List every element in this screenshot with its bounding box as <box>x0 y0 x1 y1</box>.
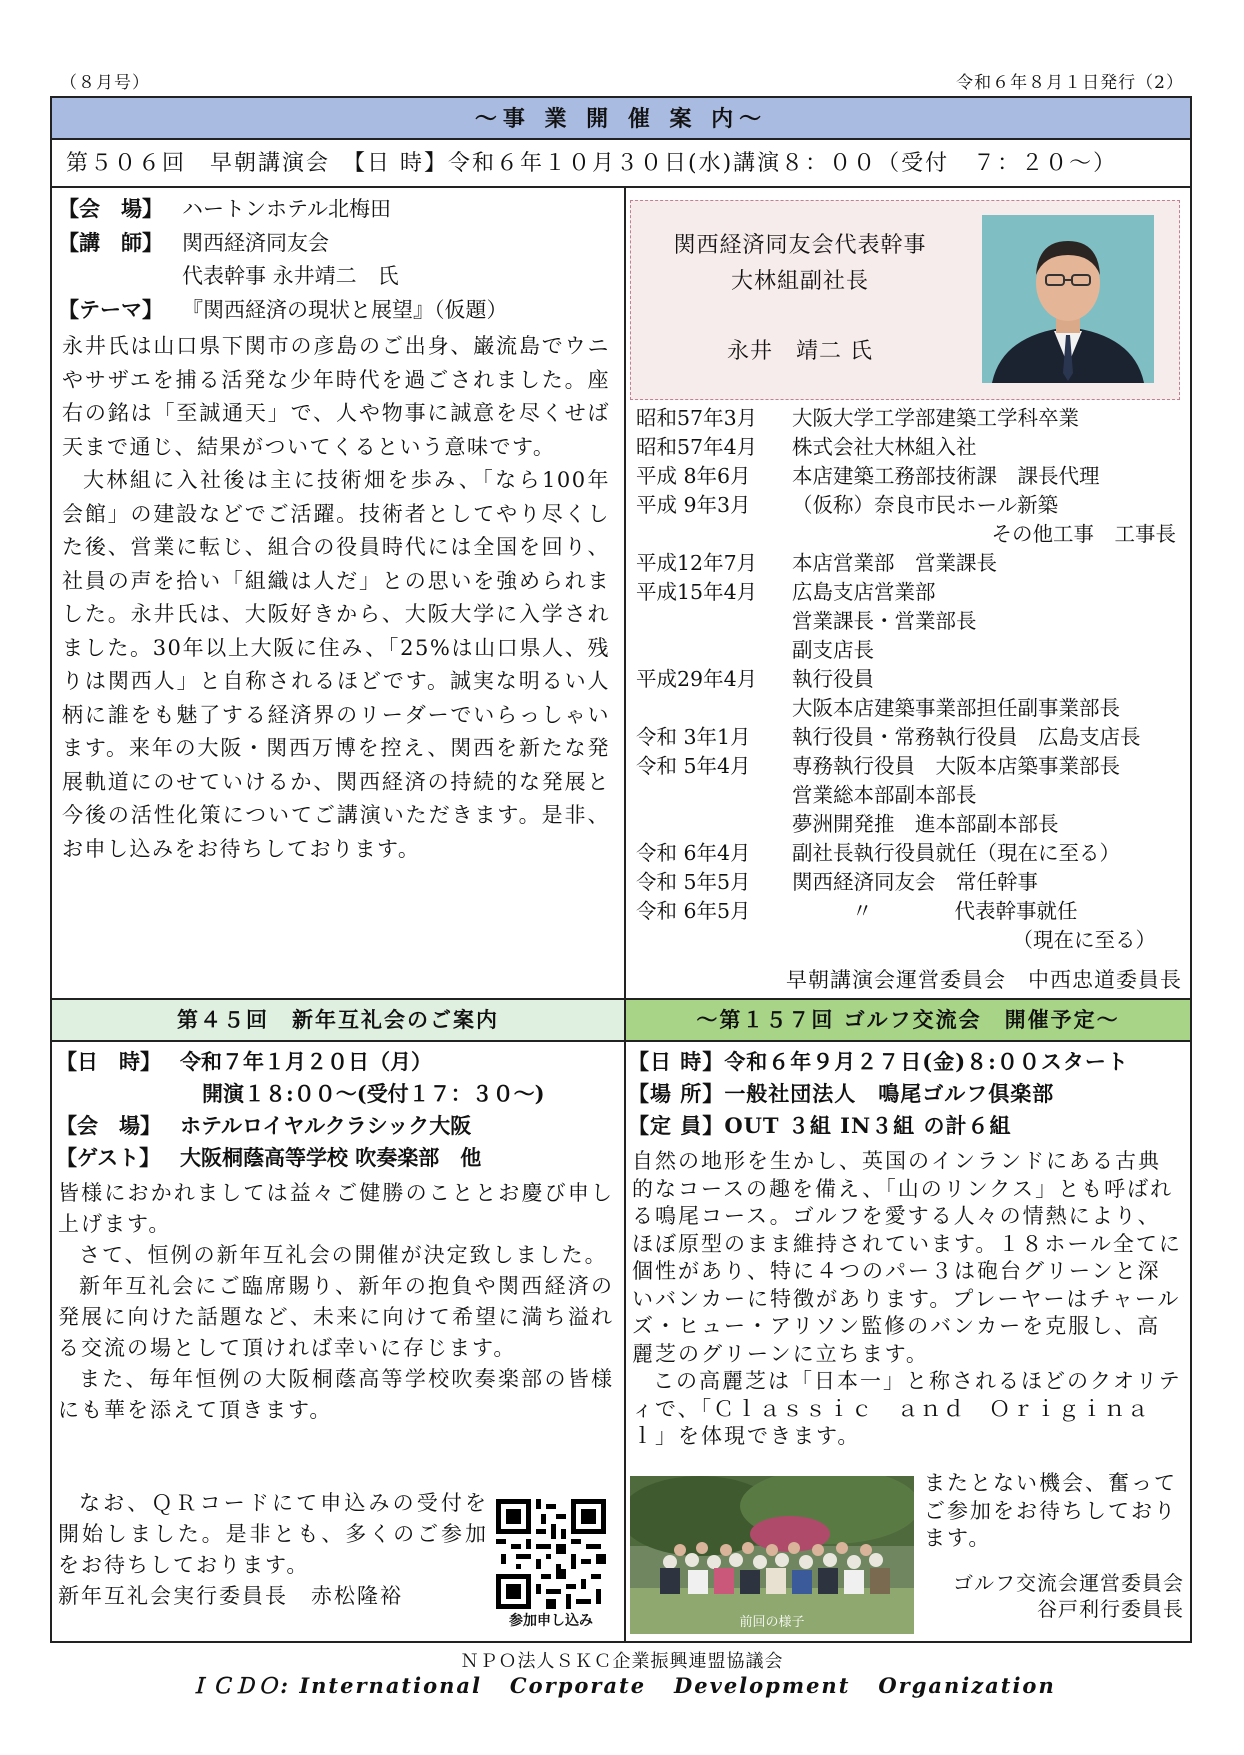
lecture-paragraph: 大林組に入社後は主に技術畑を歩み、「なら100年会館」の建設などでご活躍。技術者としてやり尽くした後、営業に転じ、組合の役員時代には全国を回り、社員の声を拾い「組織は人だ」との思いを強められました。永井氏は、大阪好きから、大阪大学に入学されました。30年以上大阪に住み、「25%は山口県人、残りは関西人」と自称されるほどです。誠実な明るい人柄に誰をも魅了する経済界のリーダーでいらっしゃいます。来年の大阪・関西万博を控え、関西を新たな発展軌道にのせていけるか、関西経済の持続的な発展と今後の活性化策についてご講演いただきます。是非、お申し込みをお待ちしております。 <box>62 468 610 861</box>
ny-venue: ホテルロイヤルクラシック大阪 <box>180 1113 472 1138</box>
career-row: 平成 9年3月 （仮称）奈良市民ホール新築 <box>636 493 1059 517</box>
career-row: その他工事 工事長 <box>991 522 1176 546</box>
career-row: 営業課長・営業部長 <box>792 609 977 633</box>
career-row: 営業総本部副本部長 <box>792 783 977 807</box>
speaker-org: 関西経済同友会 <box>182 231 329 255</box>
lecture-info <box>58 192 618 327</box>
career-row: 平成12年7月 本店営業部 営業課長 <box>636 551 997 575</box>
golf-paragraph: 自然の地形を生かし、英国のインランドにある古典的なコースの趣を備え、「山のリンクス」とも呼ばれる鳴尾コース。ゴルフを愛する人々の情熱により、ほぼ原型のまま維持されています。１８ホール全てに個性があり、特に４つのパー３は砲台グリーンと深いバンカーに特徴があります。プレーヤーはチャールズ・ヒュー・アリソン監修のバンカーを克服し、高麗芝のグリーンに立ちます。 <box>632 1149 1182 1366</box>
newyear-title: 第４５回 新年互礼会のご案内 <box>52 1000 624 1040</box>
speaker-portrait <box>982 215 1154 383</box>
footer-icdo: ＩＣＤＯ: International Corporate Development Organization <box>188 1673 1056 1698</box>
ny-signature: 新年互礼会実行委員長 赤松隆裕 <box>58 1584 403 1608</box>
career-row: 平成15年4月 広島支店営業部 <box>636 580 936 604</box>
golf-date-label: 【日 時】 <box>628 1049 725 1074</box>
section-divider-2 <box>52 1040 1190 1042</box>
career-row: 昭和57年4月 株式会社大林組入社 <box>636 435 977 459</box>
career-list <box>636 404 1176 955</box>
golf-signature <box>924 1570 1184 1622</box>
section-title: ～事 業 開 催 案 内～ <box>52 98 1190 140</box>
lecture-paragraph: 永井氏は山口県下関市の彦島のご出身、巌流島でウニやサザエを捕る活発な少年時代を過ごされました。座右の銘は「至誠通天」で、人や物事に誠意を尽くせば天まで通じ、結果がついてくるという意味です。 <box>62 334 610 459</box>
venue-value: ハートンホテル北梅田 <box>182 197 391 221</box>
speaker-label: 【講 師】 <box>58 230 163 255</box>
theme-value: 『関西経済の現状と展望』（仮題） <box>182 298 508 322</box>
ny-date: 令和７年１月２０日（月） <box>180 1049 432 1074</box>
ny-paragraph: 皆様におかれましては益々ご健勝のこととお慶び申し上げます。 <box>58 1181 614 1236</box>
newyear-description <box>58 1178 614 1426</box>
golf-photo <box>630 1476 914 1634</box>
qr-caption: 参加申し込み <box>509 1613 593 1629</box>
newyear-info <box>56 1046 622 1174</box>
ny-paragraph: 新年互礼会にご臨席賜り、新年の抱負や関西経済の発展に向けた話題など、未来に向けて希望に満ち溢れる交流の場として頂ければ幸いに存じます。 <box>58 1274 614 1360</box>
venue-label: 【会 場】 <box>58 196 163 221</box>
qr-code[interactable] <box>496 1498 606 1610</box>
ny-date-label: 【日 時】 <box>56 1049 161 1074</box>
golf-sign-line2: 谷戸利行委員長 <box>1037 1597 1184 1621</box>
lecture-description <box>62 330 610 866</box>
profile-line1: 関西経済同友会代表幹事 <box>673 233 927 258</box>
profile-line2: 大林組副社長 <box>730 269 869 294</box>
golf-closing: またとない機会、奮ってご参加をお待ちしております。 <box>924 1471 1177 1550</box>
career-row: （現在に至る） <box>1012 928 1156 952</box>
career-row: 夢洲開発推 進本部副本部長 <box>792 812 1059 836</box>
profile-name: 永井 靖二 氏 <box>727 339 873 364</box>
ny-guest: 大阪桐蔭高等学校 吹奏楽部 他 <box>180 1145 482 1170</box>
issue-date: 令和６年８月１日発行（2） <box>956 73 1184 93</box>
golf-info <box>628 1046 1184 1142</box>
issue-label: （８月号） <box>60 73 150 93</box>
profile-title <box>650 228 950 300</box>
career-row: 令和 3年1月 執行役員・常務執行役員 広島支店長 <box>636 725 1141 749</box>
ny-venue-label: 【会 場】 <box>56 1113 161 1138</box>
golf-description <box>632 1148 1182 1451</box>
golf-cap: OUT ３組 IN３組 の計６組 <box>724 1113 1012 1138</box>
golf-date: 令和６年９月２７日(金)８:００スタート <box>724 1049 1129 1074</box>
career-row: 副支店長 <box>792 638 874 662</box>
ny-paragraph: なお、ＱＲコードにて申込みの受付を開始しました。是非とも、多くのご参加をお待ちしております。 <box>58 1491 488 1577</box>
career-row: 大阪本店建築事業部担任副事業部長 <box>792 696 1120 720</box>
career-row: 令和 6年4月 副社長執行役員就任（現在に至る） <box>636 841 1120 865</box>
newyear-application <box>58 1488 488 1612</box>
footer-org: ＮＰＯ法人ＳＫＣ企業振興連盟協議会 <box>460 1651 784 1672</box>
column-divider <box>624 188 626 1643</box>
lecture-event-line: 第５０６回 早朝講演会 【日 時】令和６年１０月３０日(水)講演８：００（受付 ７：２０～） <box>52 140 1190 188</box>
golf-place: 一般社団法人 鳴尾ゴルフ倶楽部 <box>724 1081 1055 1106</box>
career-row: 令和 5年4月 専務執行役員 大阪本店築事業部長 <box>636 754 1120 778</box>
ny-guest-label: 【ゲスト】 <box>56 1145 161 1170</box>
career-row: 昭和57年3月 大阪大学工学部建築工学科卒業 <box>636 406 1079 430</box>
golf-place-label: 【場 所】 <box>628 1081 725 1106</box>
speaker-name: 代表幹事 永井靖二 氏 <box>182 264 399 288</box>
portrait-image <box>982 215 1154 383</box>
career-row: 平成29年4月 執行役員 <box>636 667 874 691</box>
photo-caption: 前回の様子 <box>739 1615 805 1630</box>
ny-paragraph: さて、恒例の新年互礼会の開催が決定致しました。 <box>79 1243 608 1267</box>
qr-code-image <box>496 1498 606 1610</box>
career-row: 令和 5年5月 関西経済同友会 常任幹事 <box>636 870 1038 894</box>
ny-time: 開演１８:００～(受付１７：３０～) <box>202 1081 545 1106</box>
golf-title: ～第１５７回 ゴルフ交流会 開催予定～ <box>626 1000 1190 1040</box>
career-row: 令和 6年5月 〃 代表幹事就任 <box>636 899 1078 923</box>
golf-sign-line1: ゴルフ交流会運営委員会 <box>953 1571 1184 1595</box>
theme-label: 【テーマ】 <box>58 297 163 322</box>
golf-paragraph: この高麗芝は「日本一」と称されるほどのクオリティで、「Ｃｌａｓｓｉｃ ａｎｄ Ｏｒｉｇｉｎａｌ」を体現できます。 <box>632 1369 1182 1448</box>
lecture-signature: 早朝講演会運営委員会 中西忠道委員長 <box>786 968 1182 992</box>
career-row: 平成 8年6月 本店建築工務部技術課 課長代理 <box>636 464 1100 488</box>
golf-cap-label: 【定 員】 <box>628 1113 725 1138</box>
ny-paragraph: また、毎年恒例の大阪桐蔭高等学校吹奏楽部の皆様にも華を添えて頂きます。 <box>58 1367 614 1422</box>
